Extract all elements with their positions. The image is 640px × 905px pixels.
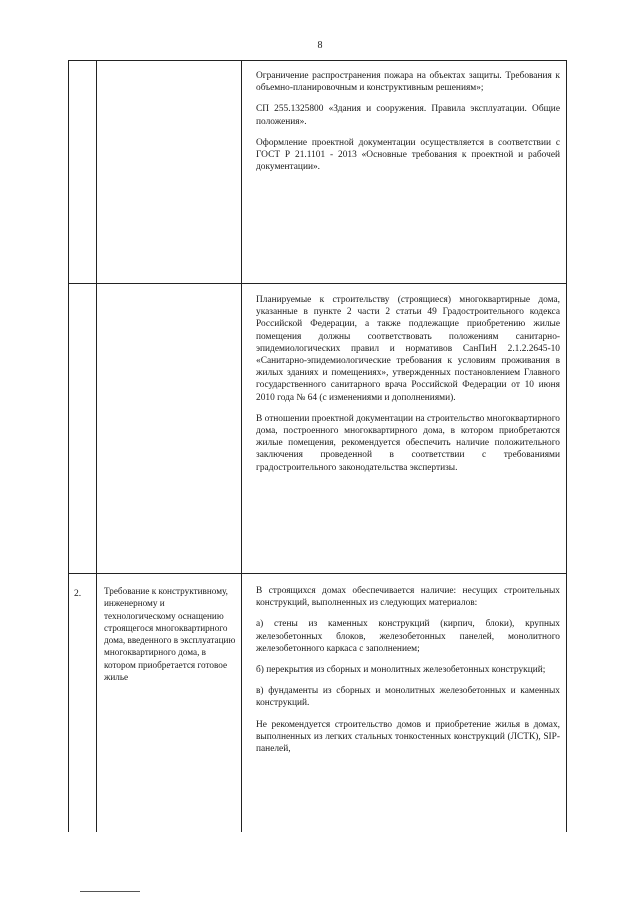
- paragraph: а) стены из каменных конструкций (кирпич, блоки), крупных железобетонных блоков, железобетонных панелей, монолитного железобетонного каркаса с заполнением;: [256, 619, 560, 654]
- paragraph: Не рекомендуется строительство домов и приобретение жилья в домах, выполненных из легких стальных тонкостенных конструкций (ЛСТК), SIP-панелей,: [256, 719, 560, 755]
- table-row-divider-2: [68, 573, 567, 574]
- table-border-col1: [96, 60, 97, 832]
- paragraph: в) фундаменты из сборных и монолитных железобетонных и каменных конструкций.: [256, 686, 560, 709]
- table-row: [256, 294, 560, 474]
- requirements-table: [68, 60, 567, 832]
- requirement-text: Требование к конструктивному, инженерному и технологическому оснащению строящегося многоквартирного дома, введенного в эксплуатацию многоквартирного дома, в котором приобретается готовое жилье: [104, 586, 236, 683]
- table-border-top: [68, 60, 567, 61]
- table-border-left: [68, 60, 69, 832]
- footnote-divider: [80, 891, 140, 892]
- paragraph: Ограничение распространения пожара на объектах защиты. Требования к объемно-планировочным и конструктивным решениям»;: [256, 71, 560, 94]
- table-border-col2: [241, 60, 242, 832]
- paragraph: Оформление проектной документации осуществляется в соответствии с ГОСТ Р 21.1101 - 2013 «Основные требования к проектной и рабочей документации».: [256, 137, 560, 173]
- table-row: [256, 585, 560, 755]
- paragraph: Планируемые к строительству (строящиеся) многоквартирные дома, указанные в пункте 2 части 2 статьи 49 Градостроительного кодекса Российской Федерации, а также подлежащие приобретению жилые помещения должны соответствовать положениям санитарно-эпидемиологических правил и нормативов СанПиН 2.1.2.2645-10 «Санитарно-эпидемиологические требования к условиям проживания в жилых зданиях и помещениях», утвержденных постановлением Главного государственного санитарного врача Российской Федерации от 10 июня 2010 года № 64 (с изменениями и дополнениями).: [256, 295, 560, 403]
- paragraph: б) перекрытия из сборных и монолитных железобетонных конструкций;: [256, 665, 546, 676]
- table-row-divider-1: [68, 283, 567, 284]
- page-number: 8: [317, 40, 323, 51]
- table-border-right: [566, 60, 567, 832]
- row-number: 2.: [74, 588, 82, 599]
- paragraph: В отношении проектной документации на строительство многоквартирного дома, построенного многоквартирного дома, в котором приобретаются жилые помещения, рекомендуется обеспечить наличие положительного заключения проведенной в соответствии с требованиями градостроительного законодательства экспертизы.: [256, 413, 560, 473]
- paragraph: В строящихся домах обеспечивается наличие: несущих строительных конструкций, выполненных из следующих материалов:: [256, 586, 560, 609]
- table-row: [256, 70, 560, 173]
- paragraph: СП 255.1325800 «Здания и сооружения. Правила эксплуатации. Общие положения».: [256, 104, 560, 127]
